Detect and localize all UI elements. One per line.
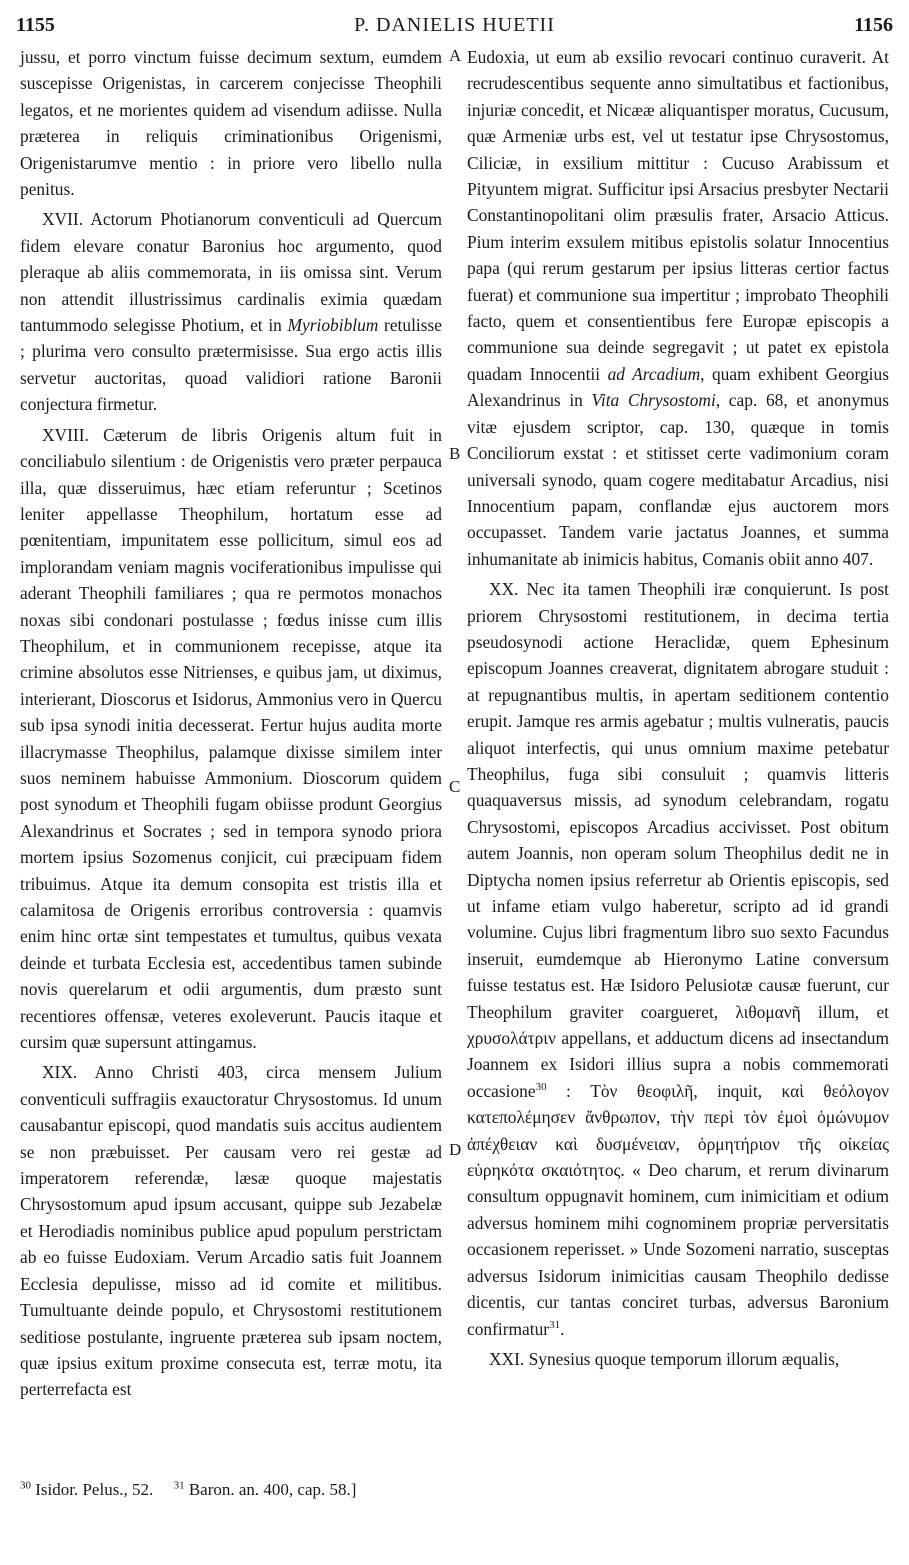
- footnotes: [20, 1478, 900, 1502]
- left-column: [20, 44, 442, 1407]
- margin-mark-c: C: [449, 777, 461, 796]
- paragraph-section-xvii: XVII. Actorum Photianorum conventiculi ad Quercum fidem elevare conatur Baronius hoc argumento, quod pleraque ab aliis commemorata, in iis omissa sint. Verum non attendit illustrissimus cardinalis eximia quædam tantummodo selegisse Photium, et in Myriobiblum retulisse ; plurima vero consulto prætermisisse. Sua ergo actis illis servetur auctoritas, quoad validiori ratione Baronii conjectura firmetur.: [20, 209, 443, 415]
- title-vita-chrysostomi: Vita Chrysostomi: [591, 390, 716, 411]
- margin-mark-d: D: [449, 1140, 462, 1159]
- paragraph-section-xx: XX. Nec ita tamen Theophili iræ conquierunt. Is post priorem Chrysostomi restitutionem, in decima tertia pseudosynodi actione Heraclidæ, quem Ephesinum episcopum Joannes creaverat, dignitatem abrogare studuit : at repugnantibus multis, in apertam seditionem contentio erupit. Jamque res armis agebatur ; multis vulneratis, paucis aliquot interfectis, qui unus omnium maxime petebatur Theophilus, fuga sibi consuluit ; quamvis litteris quaquaversus missis, ad synodum celebrandam, rogatu Chrysostomi, episcopos Arcadius accivisset. Post obitum autem Joannis, non operam solum Theophilus dedit ne in Diptycha nomen ipsius referretur ab Orientis episcopis, sed ut infame etiam vulgo haberetur, scripto ad id grandi volumine. Cujus libri fragmentum libro suo sexto Facundus inseruit, eumdemque ab Hieronymo Latine conversum fuisse testatus est. Hæ Isidoro Pelusiotæ causæ fuerunt, cur Theophilum graviter coargueret, λιθομανῆ illum, et χρυσολάτριν appellans, et adductum dicens ad insectandum Joannem ex Isidori illius supra a nobis commemorati occasione$^{30}$ : Τὸν θεοφιλῆ, inquit, καὶ θεόλογον κατεπολέμησεν ἄνθρωπον, τὴν περὶ τὸν ἐμοὶ ὁμώνυμον ἀπέχθειαν καὶ δυσμένειαν, ὁρμητήριον τῆς οἰκείας εὑρηκότα σκαιότητος. « Deo charum, et rerum divinarum consultum oppugnavit hominem, cum inimicitiam et odium adversus hominem mihi cognominem propriæ perversitatis occasionem reperisset. » Unde Sozomeni narratio, susceptas adversus Isidorum inimicitias causam Theophilo dedisse dicentis, cur tantas conciret turbas, adversus Baronium confirmatur$^{31}$.: [467, 579, 889, 1339]
- footnote-31: $^{31}$ Baron. an. 400, cap. 58.]: [173, 1479, 357, 1499]
- paragraph-continuation-left: jussu, et porro vinctum fuisse decimum sextum, eumdem suscepisse Origenistas, in carcerem conjecisse Theophili legatos, et ne morientes quidem ad visendum adiisse. Nulla præterea in reliquis criminationibus Origenismi, Origenistarumve mentio : in priore vero libello nulla penitus.: [20, 47, 442, 200]
- running-title: P. DANIELIS HUETII: [354, 14, 555, 36]
- title-ad-arcadium: ad Arcadium: [607, 363, 701, 384]
- paragraph-section-xviii: XVIII. Cæterum de libris Origenis altum fuit in conciliabulo silentium : de Origenistis vero præter perpauca illa, quæ disseruimus, hæc etiam referuntur ; Scetinos leniter appellasse Theophilum, hortatum esse ad pœnitentiam, impunitatem esse pollicitum, simul eos ad implorandam veniam magnis vociferationibus impulisse qui aderant Theophili familiares ; qua re permotos monachos noxas sibi condonari postulasse ; fœdus inisse cum illis Theophilum, et in communionem recepisse, atque ita crimine absolutos esse Nitrienses, e quibus jam, ut diximus, interierant, Dioscorus et Isidorus, Ammonius vero in Quercu sub ipsa synodi initia decesserat. Fertur hujus audita morte illacrymasse Theophilus, palamque dixisse similem inter suos neminem habuisse Ammonium. Dioscorum quidem post synodum et Theophili fugam obiisse produnt Georgius Alexandrinus et Socrates ; sed in tempora synodo priora mortem ipsius Sozomenus conjicit, cui præcipuam fidem tribuimus. Atque ita demum consopita est tristis illa et calamitosa de Origenis erroribus controversia : quamvis enim hinc ortæ sint tempestates et tumultus, quibus vexata deinde et turbata Ecclesia est, accedentibus tamen subinde novis querelarum et odii argumentis, dum præsto sunt recentiores offensæ, veteres exoleverunt. Paucis itaque et cursim quæ supersunt attingamus.: [20, 424, 442, 1053]
- page-number-left: 1155: [16, 14, 55, 36]
- running-header: [0, 0, 909, 40]
- page-number-right: 1156: [854, 14, 893, 36]
- book-title-myriobiblum: Myriobiblum: [287, 315, 379, 336]
- paragraph-section-xix: XIX. Anno Christi 403, circa mensem Julium conventiculi suffragiis exauctoratur Chrysostomus. Id unum causabantur episcopi, quod mandatis suis accitus audientem se non præbuisset. Per causam vero rei gestæ ad imperatorem referendæ, læsæ quoque majestatis Chrysostomum apud ipsum accusant, quippe sub Jezabelæ et Herodiadis nominibus publice apud populum perstrictam ab eo fuisse Eudoxiam. Verum Arcadio satis fuit Joannem Ecclesia depulisse, misso ad id comite et militibus. Tumultuante deinde populo, et Chrysostomi restitutionem seditiose postulante, ingruente præterea sub ipsam noctem, quæ ipsius exitum proxime consecuta est, terræ motu, ita perterrefacta est: [20, 1062, 442, 1400]
- margin-mark-b: B: [449, 444, 461, 463]
- footnote-ref-30: 30: [535, 1081, 547, 1094]
- right-column: [467, 44, 889, 1376]
- footnote-30: $^{30}$ Isidor. Pelus., 52.: [20, 1479, 154, 1499]
- footnote-ref-31: 31: [549, 1318, 561, 1331]
- margin-mark-a: A: [449, 46, 462, 65]
- paragraph-section-xxi: XXI. Synesius quoque temporum illorum æqualis,: [489, 1348, 840, 1369]
- paragraph-continuation-right: Eudoxia, ut eum ab exsilio revocari continuo curaverit. At recrudescentibus sequente anno simultatibus et factionibus, injuriæ concedit, et Nicææ aliquantisper moratus, Cucusum, quæ Armeniæ urbs est, vel ut testatur ipse Chrysostomus, Ciliciæ, in exsilium mittitur : Cucuso Arabissum et Pityuntem migrat. Sufficitur ipsi Arsacius presbyter Nectarii Constantinopolitani olim præsulis frater, Arsacio Atticus. Pium interim exsulem mitibus epistolis solatur Innocentius papa (qui rerum gestarum per ipsius litteras certior factus fuerat) et communione sua impertitur ; improbato Theophili facto, quem et consentientibus fere Europæ episcopis a communione sua deinde segregavit ; ut patet ex epistola quadam Innocentii ad Arcadium, quam exhibent Georgius Alexandrinus in Vita Chrysostomi, cap. 68, et anonymus vitæ ejusdem scriptor, cap. 130, quæque in tomis Conciliorum exstat : et stitisset certe vadimonium coram universali synodo, quam cogere meditabatur Arcadius, nisi Innocentium papam, conflandæ ejus auctorem mors occupasset. Tandem varie jactatus Joannes, et summa inhumanitate ab inimicis habitus, Comanis obiit anno 407.: [467, 47, 890, 569]
